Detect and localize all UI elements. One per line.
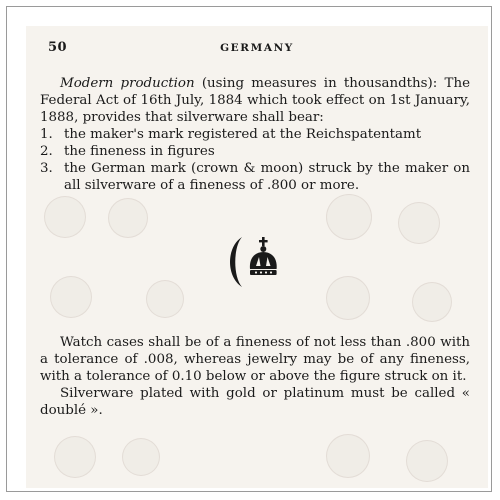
show-through-mark: [326, 434, 370, 478]
show-through-mark: [406, 440, 448, 482]
intro-paragraph: [40, 75, 470, 126]
list-item-number: 2.: [40, 144, 53, 159]
show-through-mark: [44, 196, 86, 238]
crescent-moon-and-crown-icon: [222, 233, 282, 291]
book-page: [26, 26, 488, 488]
requirements-list: [40, 126, 470, 194]
show-through-mark: [412, 282, 452, 322]
list-item: [40, 160, 470, 194]
list-item: [40, 126, 470, 143]
plated-silverware-paragraph: Silverware plated with gold or platinum must be called « doublé ».: [40, 386, 470, 418]
show-through-mark: [122, 438, 160, 476]
show-through-mark: [54, 436, 96, 478]
intro-text: (using measures in thousandths): The Federal Act of 16th July, 1884 which took effect on 1st January, 1888, provides that silverware shall bear:: [40, 76, 470, 125]
page-frame: [6, 6, 492, 492]
list-item-text: the German mark (crown & moon) struck by the maker on all silverware of a fineness of .800 or more.: [64, 161, 470, 193]
crown-icon: [250, 237, 277, 275]
intro-lead-italic: Modern production: [60, 76, 195, 91]
list-item-text: the maker's mark registered at the Reichspatentamt: [64, 127, 422, 142]
show-through-mark: [326, 194, 372, 240]
watch-cases-paragraph: Watch cases shall be of a fineness of not less than .800 with a tolerance of .008, whereas jewelry may be of any fineness, with a tolerance of 0.10 below or above the figure struck on it.: [40, 335, 470, 384]
list-item: [40, 143, 470, 160]
list-item-number: 3.: [40, 161, 53, 176]
crescent-moon-icon: [230, 237, 242, 287]
show-through-mark: [108, 198, 148, 238]
running-head: GERMANY: [220, 42, 294, 54]
list-item-number: 1.: [40, 127, 53, 142]
list-item-text: the fineness in figures: [64, 144, 215, 159]
show-through-mark: [50, 276, 92, 318]
page-number: 50: [48, 40, 68, 55]
show-through-mark: [146, 280, 184, 318]
show-through-mark: [326, 276, 370, 320]
show-through-mark: [398, 202, 440, 244]
